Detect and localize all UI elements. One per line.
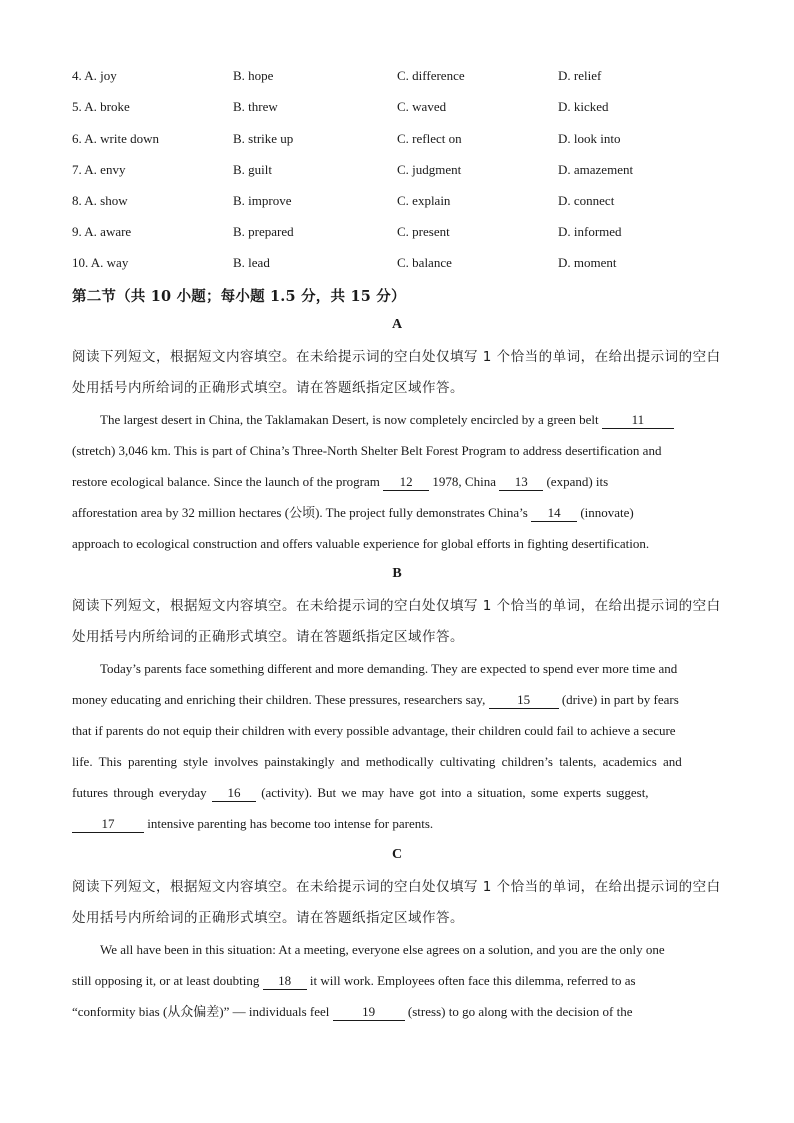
option-a: 6. A. write down bbox=[72, 131, 160, 146]
instruction-line: 处用括号内所给词的正确形式填空。请在答题纸指定区域作答。 bbox=[72, 629, 464, 645]
option-a: 8. A. show bbox=[72, 193, 128, 208]
passage-text: Today’s parents face something different and more demanding. They are expected to spend ever more time and bbox=[100, 661, 678, 676]
part-a-passage bbox=[72, 404, 724, 559]
blank-17[interactable]: 17 bbox=[72, 816, 144, 833]
option-d: D. look into bbox=[558, 131, 621, 146]
option-a: 5. A. broke bbox=[72, 99, 130, 114]
blank-16[interactable]: 16 bbox=[212, 785, 256, 802]
option-d: D. relief bbox=[558, 68, 602, 83]
option-row-5 bbox=[72, 97, 732, 117]
part-c-instructions bbox=[72, 872, 724, 934]
part-c-heading: C bbox=[391, 847, 403, 862]
blank-11[interactable]: 11 bbox=[602, 412, 674, 429]
passage-line bbox=[72, 684, 724, 715]
passage-text: restore ecological balance. Since the launch of the program bbox=[72, 474, 384, 489]
passage-text: (expand) its bbox=[543, 474, 609, 489]
option-d: D. informed bbox=[558, 224, 622, 239]
blank-18[interactable]: 18 bbox=[263, 973, 307, 990]
part-b-instructions bbox=[72, 591, 724, 653]
passage-text: (stretch) 3,046 km. This is part of China’s Three-North Shelter Belt Forest Program to address desertification and bbox=[72, 443, 662, 458]
option-b: B. guilt bbox=[233, 162, 273, 177]
passage-text: that if parents do not equip their children with every possible advantage, their children could fail to achieve a secure bbox=[72, 723, 676, 738]
passage-text: (innovate) bbox=[577, 505, 634, 520]
passage-text: intensive parenting has become too intense for parents. bbox=[144, 816, 434, 831]
option-d: D. moment bbox=[558, 255, 617, 270]
blank-12[interactable]: 12 bbox=[383, 474, 429, 491]
passage-line bbox=[72, 715, 724, 746]
option-d: D. connect bbox=[558, 193, 615, 208]
option-row-10 bbox=[72, 253, 732, 273]
option-d: D. kicked bbox=[558, 99, 609, 114]
passage-text: money educating and enriching their children. These pressures, researchers say, bbox=[72, 692, 489, 707]
instruction-line: 阅读下列短文，根据短文内容填空。在未给提示词的空白处仅填写 1 个恰当的单词，在给出提示词的空白 bbox=[72, 349, 721, 365]
option-b: B. hope bbox=[233, 68, 274, 83]
option-b: B. strike up bbox=[233, 131, 294, 146]
passage-text: afforestation area by 32 million hectares (公顷). The project fully demonstrates China’s bbox=[72, 505, 532, 520]
instruction-line: 处用括号内所给词的正确形式填空。请在答题纸指定区域作答。 bbox=[72, 910, 464, 926]
instruction-line: 阅读下列短文，根据短文内容填空。在未给提示词的空白处仅填写 1 个恰当的单词，在给出提示词的空白 bbox=[72, 598, 721, 614]
blank-14[interactable]: 14 bbox=[531, 505, 577, 522]
passage-text: approach to ecological construction and offers valuable experience for global efforts in fighting desertification. bbox=[72, 536, 650, 551]
passage-line bbox=[72, 934, 724, 965]
option-row-7 bbox=[72, 160, 732, 180]
passage-text: The largest desert in China, the Taklamakan Desert, is now completely encircled by a green belt bbox=[100, 412, 602, 427]
part-c-passage bbox=[72, 934, 724, 1027]
option-a: 9. A. aware bbox=[72, 224, 132, 239]
option-b: B. lead bbox=[233, 255, 270, 270]
instruction-line: 阅读下列短文，根据短文内容填空。在未给提示词的空白处仅填写 1 个恰当的单词，在给出提示词的空白 bbox=[72, 879, 721, 895]
passage-text: 1978, China bbox=[429, 474, 500, 489]
option-c: C. reflect on bbox=[397, 131, 462, 146]
part-a-instructions bbox=[72, 342, 724, 404]
option-c: C. waved bbox=[397, 99, 447, 114]
option-a: 7. A. envy bbox=[72, 162, 126, 177]
blank-15[interactable]: 15 bbox=[489, 692, 559, 709]
passage-line bbox=[72, 777, 724, 808]
option-c: C. judgment bbox=[397, 162, 462, 177]
passage-text: it will work. Employees often face this dilemma, referred to as bbox=[306, 973, 636, 988]
option-c: C. balance bbox=[397, 255, 452, 270]
passage-text: futures through everyday bbox=[72, 785, 212, 800]
passage-text: “conformity bias (从众偏差)” — individuals feel bbox=[72, 1004, 333, 1019]
passage-text: (drive) in part by fears bbox=[558, 692, 679, 707]
section-title: 第二节（共 10 小题；每小题 1.5 分，共 15 分） bbox=[72, 288, 406, 305]
passage-text: (activity). But we may have got into a situation, some experts suggest, bbox=[255, 785, 649, 800]
passage-line bbox=[72, 746, 724, 777]
passage-text: still opposing it, or at least doubting bbox=[72, 973, 263, 988]
part-a-heading: A bbox=[391, 317, 403, 332]
option-c: C. difference bbox=[397, 68, 465, 83]
passage-line bbox=[72, 653, 724, 684]
passage-line bbox=[72, 466, 724, 497]
blank-13[interactable]: 13 bbox=[499, 474, 543, 491]
passage-line bbox=[72, 965, 724, 996]
instruction-line: 处用括号内所给词的正确形式填空。请在答题纸指定区域作答。 bbox=[72, 380, 464, 396]
passage-line bbox=[72, 528, 724, 559]
option-a: 10. A. way bbox=[72, 255, 129, 270]
passage-line bbox=[72, 435, 724, 466]
passage-line bbox=[72, 996, 724, 1027]
blank-19[interactable]: 19 bbox=[333, 1004, 405, 1021]
option-row-8 bbox=[72, 191, 732, 211]
passage-line bbox=[72, 808, 724, 839]
part-b-heading: B bbox=[392, 566, 402, 581]
option-d: D. amazement bbox=[558, 162, 634, 177]
option-row-9 bbox=[72, 222, 732, 242]
part-b-passage bbox=[72, 653, 724, 839]
option-b: B. threw bbox=[233, 99, 278, 114]
option-b: B. prepared bbox=[233, 224, 294, 239]
option-row-6 bbox=[72, 129, 732, 149]
passage-text: We all have been in this situation: At a meeting, everyone else agrees on a solution, and you are the only one bbox=[100, 942, 665, 957]
option-c: C. explain bbox=[397, 193, 451, 208]
passage-text: (stress) to go along with the decision of the bbox=[404, 1004, 633, 1019]
option-a: 4. A. joy bbox=[72, 68, 117, 83]
option-c: C. present bbox=[397, 224, 450, 239]
option-row-4 bbox=[72, 66, 732, 86]
option-b: B. improve bbox=[233, 193, 292, 208]
passage-line bbox=[72, 404, 724, 435]
passage-line bbox=[72, 497, 724, 528]
passage-text: life. This parenting style involves painstakingly and methodically cultivating children’s talents, academics and bbox=[72, 754, 682, 769]
